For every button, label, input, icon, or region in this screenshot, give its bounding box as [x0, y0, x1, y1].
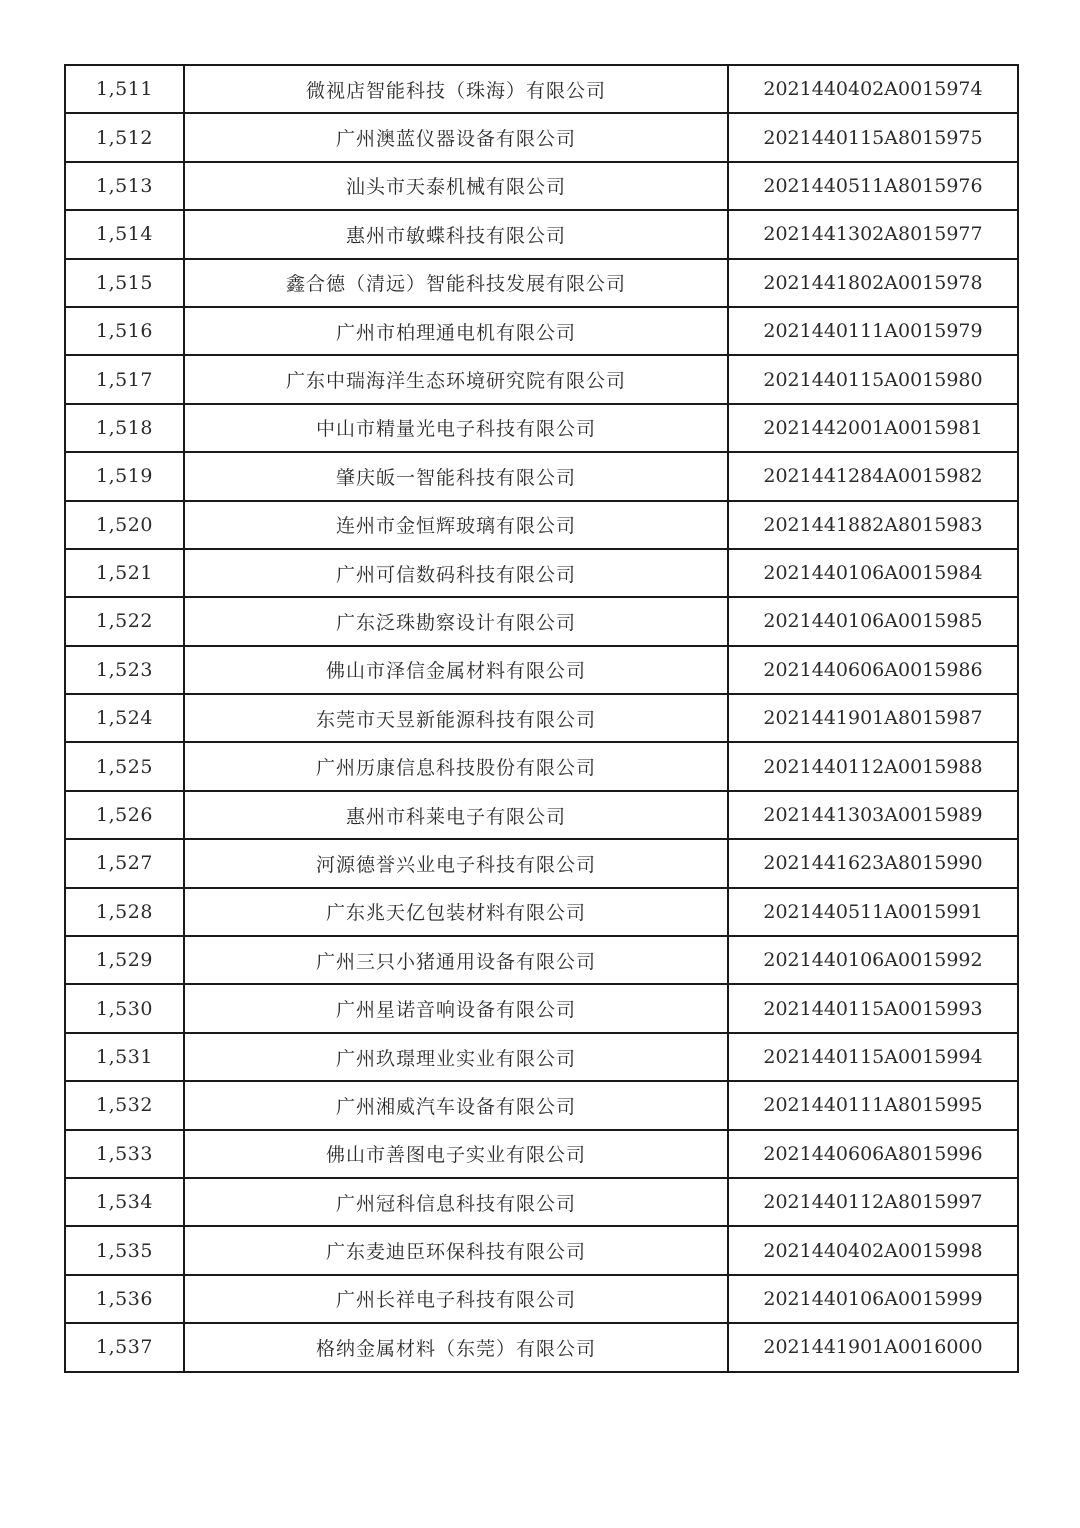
registration-code-cell: 2021440402A0015998: [728, 1226, 1018, 1274]
company-name-cell: 广东泛珠勘察设计有限公司: [184, 597, 728, 645]
registration-code-cell: 2021441623A8015990: [728, 839, 1018, 887]
table-row: [65, 452, 1018, 500]
registration-code-cell: 2021440115A0015980: [728, 355, 1018, 403]
company-name-cell: 微视店智能科技（珠海）有限公司: [184, 65, 728, 113]
registration-code-cell: 2021440112A0015988: [728, 742, 1018, 790]
company-name-cell: 河源德誉兴业电子科技有限公司: [184, 839, 728, 887]
row-number-cell: 1,534: [65, 1178, 184, 1226]
company-name-cell: 肇庆皈一智能科技有限公司: [184, 452, 728, 500]
table-row: [65, 791, 1018, 839]
company-name-cell: 惠州市敏蝶科技有限公司: [184, 210, 728, 258]
registration-code-cell: 2021440106A0015992: [728, 936, 1018, 984]
registration-code-cell: 2021440106A0015985: [728, 597, 1018, 645]
table-row: [65, 307, 1018, 355]
row-number-cell: 1,537: [65, 1323, 184, 1371]
company-name-cell: 中山市精量光电子科技有限公司: [184, 404, 728, 452]
row-number-cell: 1,526: [65, 791, 184, 839]
company-name-cell: 广州可信数码科技有限公司: [184, 549, 728, 597]
table-row: [65, 162, 1018, 210]
company-name-cell: 东莞市天昱新能源科技有限公司: [184, 694, 728, 742]
company-name-cell: 格纳金属材料（东莞）有限公司: [184, 1323, 728, 1371]
company-name-cell: 广州市柏理通电机有限公司: [184, 307, 728, 355]
row-number-cell: 1,511: [65, 65, 184, 113]
row-number-cell: 1,513: [65, 162, 184, 210]
registration-code-cell: 2021441284A0015982: [728, 452, 1018, 500]
table-row: [65, 404, 1018, 452]
table-row: [65, 210, 1018, 258]
company-name-cell: 广东中瑞海洋生态环境研究院有限公司: [184, 355, 728, 403]
table-row: [65, 355, 1018, 403]
row-number-cell: 1,525: [65, 742, 184, 790]
table-row: [65, 1178, 1018, 1226]
registration-code-cell: 2021440606A8015996: [728, 1130, 1018, 1178]
company-name-cell: 广州星诺音响设备有限公司: [184, 984, 728, 1032]
table-row: [65, 1033, 1018, 1081]
row-number-cell: 1,529: [65, 936, 184, 984]
row-number-cell: 1,523: [65, 646, 184, 694]
row-number-cell: 1,533: [65, 1130, 184, 1178]
table-row: [65, 113, 1018, 161]
company-name-cell: 广州三只小猪通用设备有限公司: [184, 936, 728, 984]
table-body: [65, 65, 1018, 1372]
registration-code-cell: 2021440115A0015994: [728, 1033, 1018, 1081]
row-number-cell: 1,524: [65, 694, 184, 742]
company-list-table: [64, 64, 1019, 1373]
table-row: [65, 549, 1018, 597]
company-name-cell: 广州湘威汽车设备有限公司: [184, 1081, 728, 1129]
table-row: [65, 1275, 1018, 1323]
registration-code-cell: 2021440511A8015976: [728, 162, 1018, 210]
row-number-cell: 1,521: [65, 549, 184, 597]
registration-code-cell: 2021440115A0015993: [728, 984, 1018, 1032]
registration-code-cell: 2021440111A8015995: [728, 1081, 1018, 1129]
company-name-cell: 广州玖璟理业实业有限公司: [184, 1033, 728, 1081]
company-name-cell: 广州历康信息科技股份有限公司: [184, 742, 728, 790]
company-name-cell: 广州长祥电子科技有限公司: [184, 1275, 728, 1323]
table-row: [65, 259, 1018, 307]
company-name-cell: 广东麦迪臣环保科技有限公司: [184, 1226, 728, 1274]
registration-code-cell: 2021441802A0015978: [728, 259, 1018, 307]
company-name-cell: 广东兆天亿包装材料有限公司: [184, 888, 728, 936]
table-row: [65, 1226, 1018, 1274]
table-row: [65, 501, 1018, 549]
table-row: [65, 936, 1018, 984]
table-row: [65, 984, 1018, 1032]
registration-code-cell: 2021441302A8015977: [728, 210, 1018, 258]
row-number-cell: 1,531: [65, 1033, 184, 1081]
row-number-cell: 1,516: [65, 307, 184, 355]
row-number-cell: 1,532: [65, 1081, 184, 1129]
company-name-cell: 广州澳蓝仪器设备有限公司: [184, 113, 728, 161]
table-row: [65, 646, 1018, 694]
registration-code-cell: 2021441901A8015987: [728, 694, 1018, 742]
row-number-cell: 1,536: [65, 1275, 184, 1323]
row-number-cell: 1,519: [65, 452, 184, 500]
registration-code-cell: 2021441882A8015983: [728, 501, 1018, 549]
registration-code-cell: 2021440606A0015986: [728, 646, 1018, 694]
registration-code-cell: 2021440106A0015999: [728, 1275, 1018, 1323]
row-number-cell: 1,522: [65, 597, 184, 645]
row-number-cell: 1,514: [65, 210, 184, 258]
table-row: [65, 1081, 1018, 1129]
company-name-cell: 惠州市科莱电子有限公司: [184, 791, 728, 839]
registration-code-cell: 2021442001A0015981: [728, 404, 1018, 452]
registration-code-cell: 2021440112A8015997: [728, 1178, 1018, 1226]
company-name-cell: 佛山市善图电子实业有限公司: [184, 1130, 728, 1178]
row-number-cell: 1,520: [65, 501, 184, 549]
registration-code-cell: 2021441901A0016000: [728, 1323, 1018, 1371]
company-name-cell: 连州市金恒辉玻璃有限公司: [184, 501, 728, 549]
registration-code-cell: 2021440106A0015984: [728, 549, 1018, 597]
row-number-cell: 1,517: [65, 355, 184, 403]
registration-code-cell: 2021440111A0015979: [728, 307, 1018, 355]
registration-code-cell: 2021440402A0015974: [728, 65, 1018, 113]
row-number-cell: 1,535: [65, 1226, 184, 1274]
row-number-cell: 1,530: [65, 984, 184, 1032]
table-row: [65, 694, 1018, 742]
row-number-cell: 1,528: [65, 888, 184, 936]
table-row: [65, 742, 1018, 790]
row-number-cell: 1,527: [65, 839, 184, 887]
table-row: [65, 1130, 1018, 1178]
row-number-cell: 1,515: [65, 259, 184, 307]
row-number-cell: 1,518: [65, 404, 184, 452]
table-row: [65, 888, 1018, 936]
registration-code-cell: 2021440511A0015991: [728, 888, 1018, 936]
table-row: [65, 597, 1018, 645]
company-name-cell: 汕头市天泰机械有限公司: [184, 162, 728, 210]
table-row: [65, 1323, 1018, 1371]
company-name-cell: 广州冠科信息科技有限公司: [184, 1178, 728, 1226]
registration-code-cell: 2021440115A8015975: [728, 113, 1018, 161]
row-number-cell: 1,512: [65, 113, 184, 161]
table-row: [65, 65, 1018, 113]
table-row: [65, 839, 1018, 887]
registration-code-cell: 2021441303A0015989: [728, 791, 1018, 839]
company-name-cell: 鑫合德（清远）智能科技发展有限公司: [184, 259, 728, 307]
company-name-cell: 佛山市泽信金属材料有限公司: [184, 646, 728, 694]
